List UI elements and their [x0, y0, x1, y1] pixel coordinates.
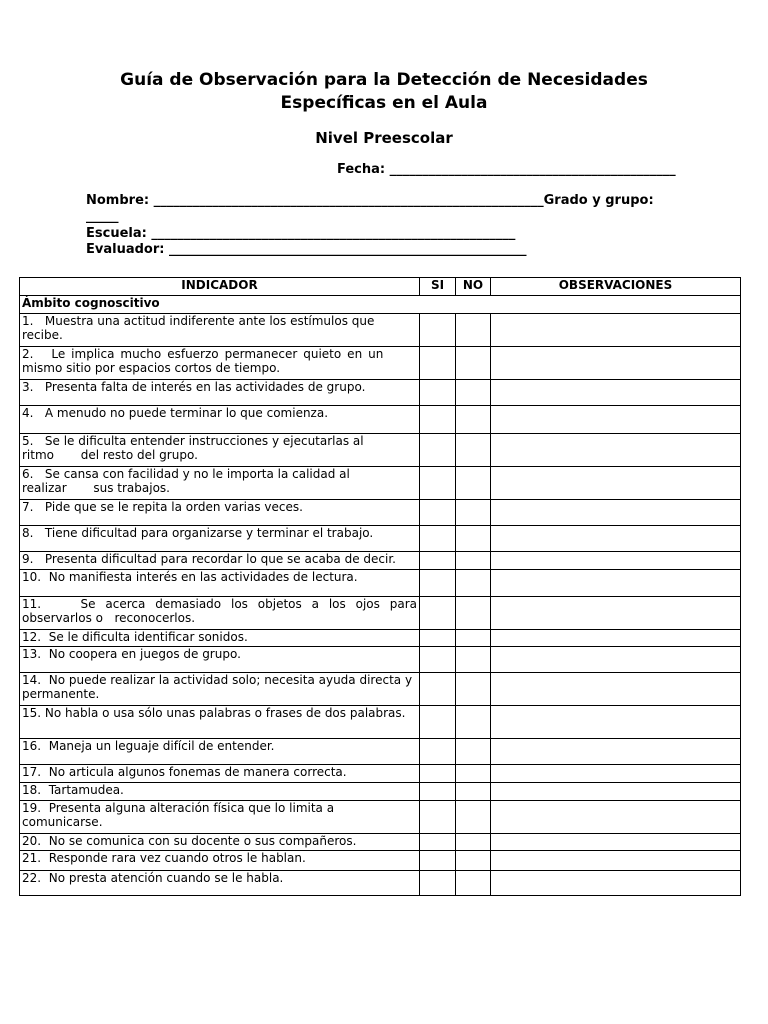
- observaciones-cell[interactable]: [491, 673, 741, 706]
- indicator-text: 20. No se comunica con su docente o sus compañeros.: [20, 834, 420, 851]
- si-cell[interactable]: [420, 630, 456, 647]
- no-cell[interactable]: [456, 765, 491, 783]
- no-cell[interactable]: [456, 851, 491, 871]
- indicator-text: 10. No manifiesta interés en las actividades de lectura.: [20, 570, 420, 597]
- indicator-text: 4. A menudo no puede terminar lo que comienza.: [20, 406, 420, 434]
- observaciones-cell[interactable]: [491, 597, 741, 630]
- no-cell[interactable]: [456, 526, 491, 552]
- indicator-text: 22. No presta atención cuando se le habla.: [20, 871, 420, 896]
- table-row: [20, 783, 741, 801]
- indicator-text: 2. Le implica mucho esfuerzo permanecer quieto en un mismo sitio por espacios cortos de tiempo.: [20, 347, 420, 380]
- si-cell[interactable]: [420, 851, 456, 871]
- no-cell[interactable]: [456, 647, 491, 673]
- table-row: [20, 314, 741, 347]
- table-row: [20, 630, 741, 647]
- no-cell[interactable]: [456, 834, 491, 851]
- no-cell[interactable]: [456, 406, 491, 434]
- indicator-text: 9. Presenta dificultad para recordar lo que se acaba de decir.: [20, 552, 420, 570]
- si-cell[interactable]: [420, 673, 456, 706]
- observaciones-cell[interactable]: [491, 500, 741, 526]
- no-cell[interactable]: [456, 597, 491, 630]
- table-header-row: [20, 278, 741, 296]
- si-cell[interactable]: [420, 739, 456, 765]
- title-line-2: Específicas en el Aula: [280, 93, 488, 113]
- no-cell[interactable]: [456, 570, 491, 597]
- fecha-field[interactable]: Fecha: ____________________________________________: [337, 162, 676, 177]
- si-cell[interactable]: [420, 834, 456, 851]
- observaciones-cell[interactable]: [491, 739, 741, 765]
- observaciones-cell[interactable]: [491, 552, 741, 570]
- section-title: Ámbito cognoscitivo: [20, 296, 741, 314]
- table-row: [20, 871, 741, 896]
- table-row: [20, 406, 741, 434]
- observaciones-cell[interactable]: [491, 765, 741, 783]
- header-no: NO: [456, 278, 491, 296]
- escuela-field[interactable]: Escuela: ________________________________________________________: [86, 226, 516, 241]
- header-indicador: INDICADOR: [20, 278, 420, 296]
- observation-table: [19, 277, 741, 896]
- table-row: [20, 500, 741, 526]
- observaciones-cell[interactable]: [491, 801, 741, 834]
- si-cell[interactable]: [420, 526, 456, 552]
- document-subtitle: Nivel Preescolar: [315, 129, 453, 147]
- observaciones-cell[interactable]: [491, 834, 741, 851]
- table-row: [20, 597, 741, 630]
- si-cell[interactable]: [420, 871, 456, 896]
- indicator-text: 1. Muestra una actitud indiferente ante los estímulos que recibe.: [20, 314, 420, 347]
- no-cell[interactable]: [456, 739, 491, 765]
- indicator-text: 7. Pide que se le repita la orden varias veces.: [20, 500, 420, 526]
- si-cell[interactable]: [420, 467, 456, 500]
- no-cell[interactable]: [456, 500, 491, 526]
- indicator-text: 5. Se le dificulta entender instrucciones y ejecutarlas al ritmo del resto del grupo.: [20, 434, 420, 467]
- table-row: [20, 739, 741, 765]
- si-cell[interactable]: [420, 706, 456, 739]
- table-row: [20, 570, 741, 597]
- si-cell[interactable]: [420, 380, 456, 406]
- title-line-1: Guía de Observación para la Detección de Necesidades: [120, 70, 648, 90]
- si-cell[interactable]: [420, 765, 456, 783]
- si-cell[interactable]: [420, 406, 456, 434]
- no-cell[interactable]: [456, 801, 491, 834]
- indicator-text: 15. No habla o usa sólo unas palabras o frases de dos palabras.: [20, 706, 420, 739]
- indicator-text: 6. Se cansa con facilidad y no le importa la calidad al realizar sus trabajos.: [20, 467, 420, 500]
- table-row: [20, 526, 741, 552]
- no-cell[interactable]: [456, 380, 491, 406]
- table-row: [20, 552, 741, 570]
- indicator-text: 21. Responde rara vez cuando otros le hablan.: [20, 851, 420, 871]
- no-cell[interactable]: [456, 706, 491, 739]
- indicator-text: 14. No puede realizar la actividad solo; necesita ayuda directa y permanente.: [20, 673, 420, 706]
- indicator-text: 12. Se le dificulta identificar sonidos.: [20, 630, 420, 647]
- si-cell[interactable]: [420, 434, 456, 467]
- table-row: [20, 380, 741, 406]
- si-cell[interactable]: [420, 347, 456, 380]
- si-cell[interactable]: [420, 500, 456, 526]
- nombre-field[interactable]: Nombre: ____________________________________________________________Grado y grupo:: [86, 193, 654, 208]
- table-row: [20, 706, 741, 739]
- indicator-text: 11. Se acerca demasiado los objetos a los ojos para observarlos o reconocerlos.: [20, 597, 420, 630]
- indicator-text: 16. Maneja un leguaje difícil de entender.: [20, 739, 420, 765]
- observaciones-cell[interactable]: [491, 871, 741, 896]
- table-row: [20, 434, 741, 467]
- observaciones-cell[interactable]: [491, 314, 741, 347]
- indicator-text: 18. Tartamudea.: [20, 783, 420, 801]
- table-row: [20, 851, 741, 871]
- observaciones-cell[interactable]: [491, 630, 741, 647]
- indicator-text: 17. No articula algunos fonemas de manera correcta.: [20, 765, 420, 783]
- no-cell[interactable]: [456, 783, 491, 801]
- observaciones-cell[interactable]: [491, 570, 741, 597]
- header-si: SI: [420, 278, 456, 296]
- observaciones-cell[interactable]: [491, 467, 741, 500]
- no-cell[interactable]: [456, 434, 491, 467]
- table-row: [20, 765, 741, 783]
- no-cell[interactable]: [456, 630, 491, 647]
- si-cell[interactable]: [420, 801, 456, 834]
- nombre-field-continuation[interactable]: _____: [86, 209, 119, 224]
- indicator-text: 3. Presenta falta de interés en las actividades de grupo.: [20, 380, 420, 406]
- observaciones-cell[interactable]: [491, 526, 741, 552]
- table-row: [20, 673, 741, 706]
- no-cell[interactable]: [456, 552, 491, 570]
- no-cell[interactable]: [456, 347, 491, 380]
- table-row: [20, 801, 741, 834]
- table-row: [20, 347, 741, 380]
- observaciones-cell[interactable]: [491, 851, 741, 871]
- si-cell[interactable]: [420, 552, 456, 570]
- table-row: [20, 647, 741, 673]
- si-cell[interactable]: [420, 647, 456, 673]
- observaciones-cell[interactable]: [491, 783, 741, 801]
- header-observaciones: OBSERVACIONES: [491, 278, 741, 296]
- observaciones-cell[interactable]: [491, 347, 741, 380]
- no-cell[interactable]: [456, 314, 491, 347]
- indicator-text: 19. Presenta alguna alteración física que lo limita a comunicarse.: [20, 801, 420, 834]
- table-row: [20, 834, 741, 851]
- si-cell[interactable]: [420, 597, 456, 630]
- table-row: [20, 467, 741, 500]
- observaciones-cell[interactable]: [491, 706, 741, 739]
- evaluador-field[interactable]: Evaluador: _______________________________________________________: [86, 242, 527, 257]
- si-cell[interactable]: [420, 783, 456, 801]
- indicator-text: 13. No coopera en juegos de grupo.: [20, 647, 420, 673]
- indicator-text: 8. Tiene dificultad para organizarse y terminar el trabajo.: [20, 526, 420, 552]
- section-row: [20, 296, 741, 314]
- no-cell[interactable]: [456, 673, 491, 706]
- no-cell[interactable]: [456, 871, 491, 896]
- si-cell[interactable]: [420, 314, 456, 347]
- observaciones-cell[interactable]: [491, 406, 741, 434]
- document-title: [0, 69, 768, 115]
- no-cell[interactable]: [456, 467, 491, 500]
- observaciones-cell[interactable]: [491, 647, 741, 673]
- observaciones-cell[interactable]: [491, 380, 741, 406]
- si-cell[interactable]: [420, 570, 456, 597]
- observaciones-cell[interactable]: [491, 434, 741, 467]
